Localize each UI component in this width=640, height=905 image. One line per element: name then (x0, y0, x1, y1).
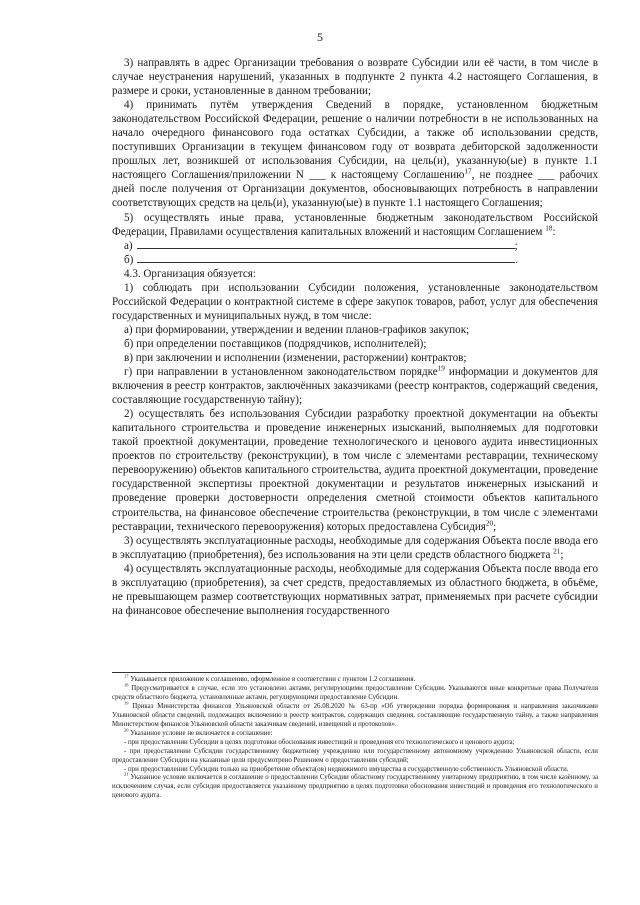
paragraph-3: 3) направлять в адрес Организации требования о возврате Субсидии или её части, в том числе в случае неустранения нарушений, указанных в подпункте 2 пункта 4.2 настоящего Соглашения, в размере и сроки, установленные в данном требовании; (112, 57, 598, 98)
footnotes (112, 673, 598, 801)
paragraph-4-3-2: 2) осуществлять без использования Субсидии разработку проектной документации на объекты капитального строительства и проведение инженерных изысканий, выполняемых для подготовки такой проектной документации, проведение технологического и ценового аудита инвестиционных проектов по строительству (реконструкции), в том числе с элементами реставрации, техническому перевооружению) объектов капитального строительства, аудита проектной документации, проведение государственной экспертизы проектной документации и результатов инженерных изысканий и проведение проверки достоверности определения сметной стоимости объектов капитального строительства, на финансовое обеспечение строительства (реконструкции, в том числе с элементами реставрации, технического перевооружения) которых предоставлена Субсидия$^{20}$; (112, 408, 598, 533)
footnote-ref-21[interactable]: 21 (553, 546, 561, 555)
footnote-separator (112, 672, 272, 673)
paragraph-4: 4) принимать путём утверждения Сведений в порядке, установленном бюджетным законодательством Российской Федерации, решение о наличии потребности в не использованных на начало очередного финансового года остатках Субсидии, а также об использовании средств, поступивших Организации в текущем финансовом году от возврата дебиторской задолженности прошлых лет, возникшей от использования Субсидии, на цель(и), указанную(ые) в пункте 1.1 настоящего Соглашения/приложении N ___ к настоящему Соглашению$^{17}$, не позднее ___ рабочих дней после получения от Организации документов, обосновывающих потребность в направлении соответствующих средств на цель(и), указанную(ые) в пункте 1.1 настоящего Соглашения; (112, 99, 598, 210)
footnote-ref-20[interactable]: 20 (485, 518, 494, 527)
section-4-3-heading: 4.3. Организация обязуется: (124, 267, 256, 280)
footnote-ref-17[interactable]: 17 (464, 167, 472, 176)
blank-fill-a (137, 239, 515, 249)
blank-fill-b (137, 253, 515, 263)
paragraph-4-3-3: 3) осуществлять эксплуатационные расходы, необходимые для содержания Объекта после ввода его в эксплуатацию (приобретения), без использования на эти цели средств областного бюджета $^{21}$; (112, 534, 598, 561)
footnote-20-item-2: - при предоставлении Субсидии государственному бюджетному учреждению или государственному автономному учреждению Ульяновской области, если предоставление Субсидии на указанные цели предусмотрено Решением о предоставлении субсидий; (112, 747, 598, 764)
paragraph-4-3-1: 1) соблюдать при использовании Субсидии положения, установленные законодательством Российской Федерации о контрактной системе в сфере закупок товаров, работ, услуг для обеспечения государственных и муниципальных нужд, в том числе: (112, 281, 598, 322)
footnote-19: $^{19}$ Приказ Министерства финансов Ульяновской области от 26.08.2020 № 63-пр «Об утверждении порядка формирования и направления заказчиками Ульяновской области сведений, подлежащих включению в реестр контрактов, содержащих сведения, составляющие государственную тайну, а также направления Министерством финансов Ульяновской области заказчикам сведений, извещений и протоколов». (112, 700, 598, 728)
paragraph-4-3-1-g: г) при направлении в установленном законодательством порядке$^{19}$ информации и документов для включения в реестр контрактов, заключённых заказчиками (реестр контрактов, содержащий сведения, составляющие государственную тайну); (112, 364, 598, 407)
blank-line-a: а) ; (124, 239, 518, 252)
footnote-20: $^{20}$ Указанное условие не включается в соглашение: (124, 727, 273, 737)
footnote-20-item-3: - при предоставлении Субсидии только на приобретение объекта(ов) недвижимого имущества в государственную собственность Ульяновской области. (124, 765, 569, 773)
page-number: 5 (317, 30, 323, 44)
footnote-21: $^{21}$ Указанное условие включается в соглашение о предоставлении Субсидии областному государственному унитарному предприятию, в том числе казённому, за исключением случая, если субсидия предоставляется указанному предприятию в целях подготовки обоснования инвестиций и проведения его технологического и ценового аудита. (112, 772, 598, 800)
footnote-20-item-1: - при предоставлении Субсидии в целях подготовки обоснования инвестиций и проведения его технологического и ценового аудита; (124, 738, 515, 746)
paragraph-4-3-4: 4) осуществлять эксплуатационные расходы, необходимые для содержания Объекта после ввода его в эксплуатацию (приобретения), за счет средств, предоставляемых из областного бюджета, в объёме, не превышающем размер соответствующих нормативных затрат, применяемых при расчете субсидии на финансовое обеспечение выполнения государственного (112, 562, 598, 617)
footnote-18: $^{18}$ Предусматривается в случае, если это установлено актами, регулирующими предоставление Субсидии. Указываются иные конкретные права Получателя средств областного бюджета, установленные актами, регулирующими предоставление Субсидии. (112, 682, 598, 701)
footnote-ref-19[interactable]: 19 (437, 364, 445, 373)
paragraph-4-3-1-a: а) при формировании, утверждении и ведении планов-графиков закупок; (124, 323, 470, 336)
footnote-ref-18[interactable]: 18 (545, 223, 553, 232)
paragraph-5: 5) осуществлять иные права, установленные бюджетным законодательством Российской Федерации, Правилами осуществления капитальных вложений и настоящим Соглашением $^{18}$: (112, 211, 598, 238)
footnote-17: $^{17}$ Указывается приложение к соглашению, оформленное в соответствии с пунктом 1.2 соглашения. (124, 673, 416, 683)
blank-line-b: б) . (124, 253, 519, 266)
paragraph-4-3-1-v: в) при заключении и исполнении (изменении, расторжении) контрактов; (124, 351, 467, 364)
document-body (112, 56, 598, 618)
paragraph-4-3-1-b: б) при определении поставщиков (подрядчиков, исполнителей); (124, 337, 427, 350)
